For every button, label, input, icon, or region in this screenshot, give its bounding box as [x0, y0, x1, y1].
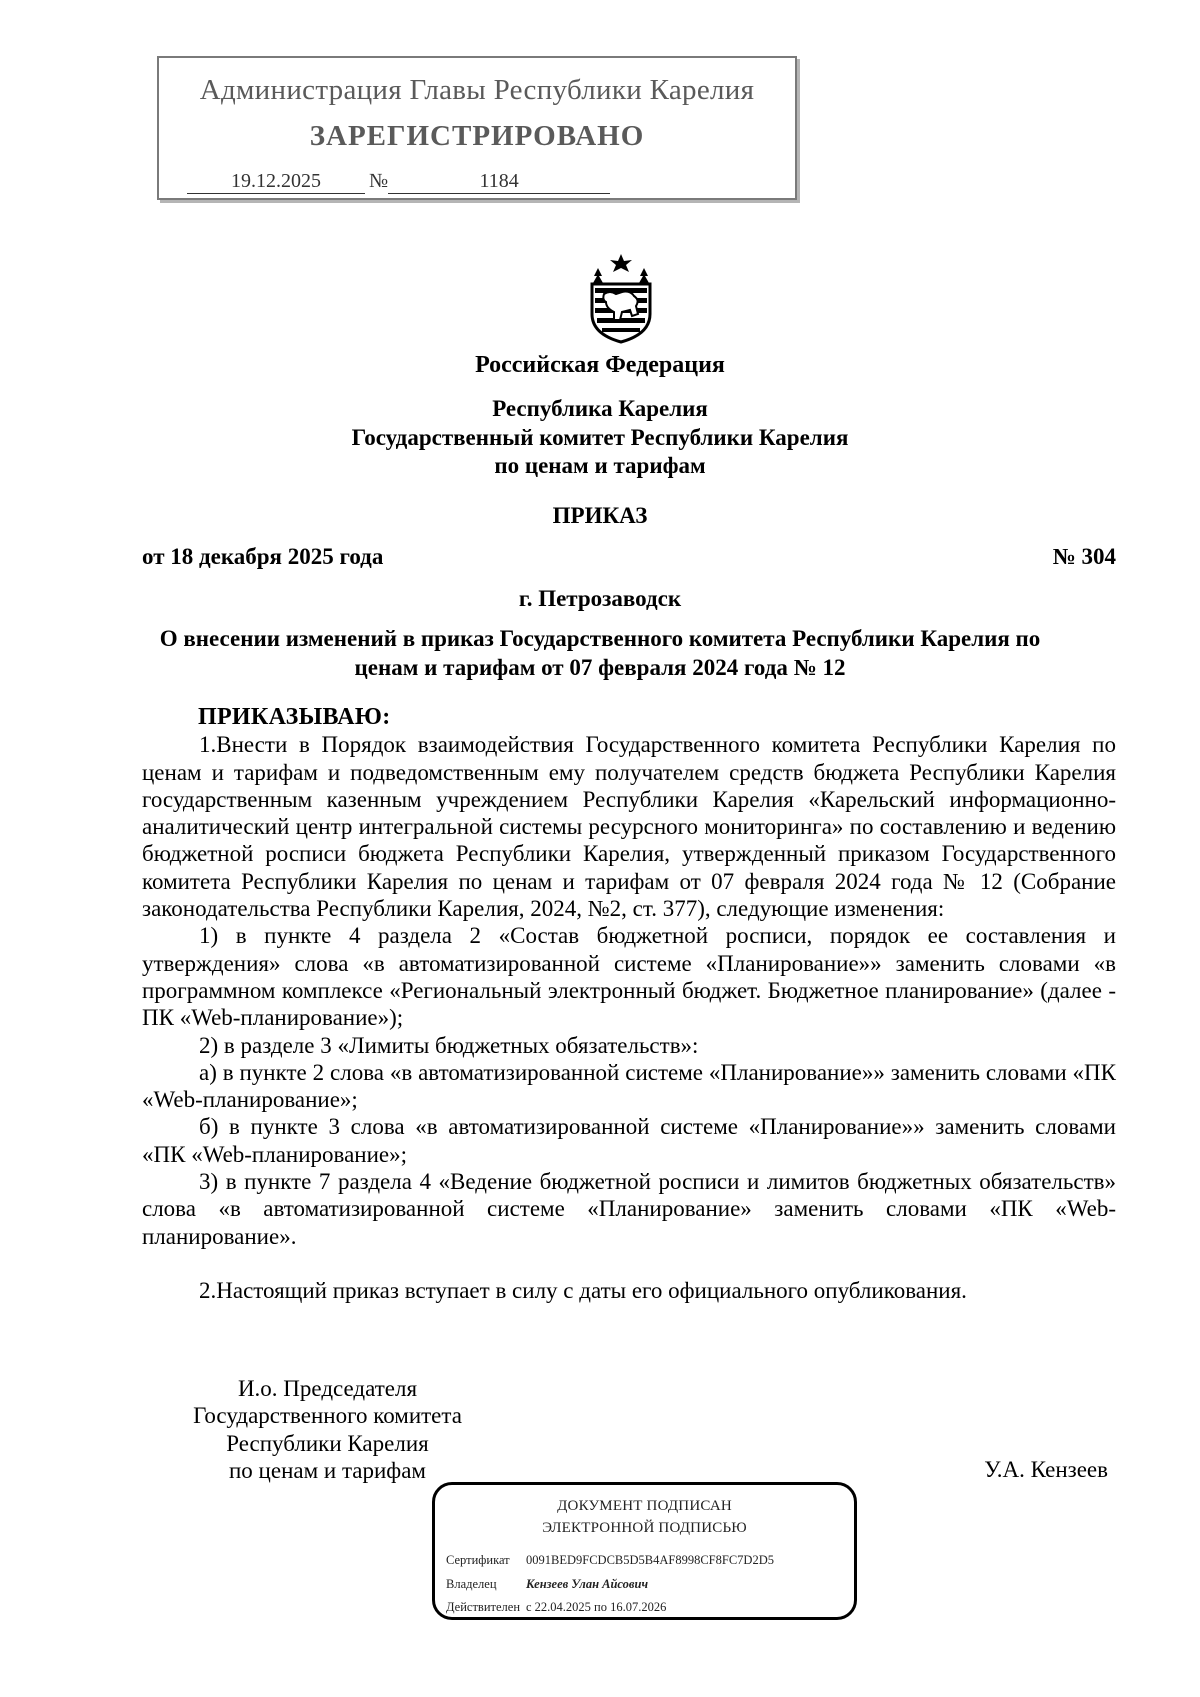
esign-owner-label: Владелец	[446, 1577, 497, 1591]
electronic-signature-stamp	[432, 1482, 857, 1620]
signatory-line1: И.о. Председателя	[237, 1376, 418, 1401]
document-title-line2: ценам и тарифам от 07 февраля 2024 года № 12	[354, 655, 846, 680]
registration-details	[187, 170, 610, 194]
esign-valid-row	[446, 1600, 666, 1615]
esign-valid-value: с 22.04.2025 по 16.07.2026	[526, 1600, 667, 1614]
registration-number: 1184	[388, 170, 610, 194]
esign-owner-value: Кензеев Улан Айсович	[526, 1577, 649, 1591]
esign-owner-row	[446, 1577, 648, 1592]
paragraph-6: 3) в пункте 7 раздела 4 «Ведение бюджетной росписи и лимитов бюджетных обязательств» слова «в автоматизированной системе «Планирование» заменить словами «ПК «Web-планирование».	[142, 1169, 1116, 1249]
esign-valid-label: Действителен	[446, 1600, 521, 1614]
order-city: г. Петрозаводск	[518, 586, 682, 611]
paragraph-1: 1.Внести в Порядок взаимодействия Государственного комитета Республики Карелия по ценам и тарифам и подведомственным ему получателем средств бюджета Республики Карелия государственным казенным учреждением Республики Карелия «Карельский информационно-аналитический центр интегральной системы ресурсного мониторинга» по составлению и ведению бюджетной росписи бюджета Республики Карелия, утвержденный приказом Государственного комитета Республики Карелия по ценам и тарифам от 07 февраля 2024 года № 12 (Собрание законодательства Республики Карелия, 2024, №2, ст. 377), следующие изменения:	[142, 732, 1116, 922]
paragraph-7: 2.Настоящий приказ вступает в силу с даты его официального опубликования.	[199, 1277, 967, 1303]
order-date: от 18 декабря 2025 года	[142, 544, 384, 569]
header-region: Республика Карелия	[492, 396, 708, 421]
document-body	[142, 704, 1116, 1304]
esign-cert-value: 0091BED9FCDCB5D5B4AF8998CF8FC7D2D5	[526, 1553, 774, 1567]
esign-cert-label: Сертификат	[446, 1553, 510, 1567]
esign-title	[435, 1495, 854, 1539]
document-type: ПРИКАЗ	[552, 503, 648, 528]
registration-number-label: №	[369, 170, 389, 192]
esign-certificate-row	[446, 1553, 774, 1568]
paragraph-5: б) в пункте 3 слова «в автоматизированной системе «Планирование»» заменить словами «ПК «Web-планирование»;	[142, 1114, 1116, 1167]
order-number: № 304	[1052, 544, 1116, 569]
paragraph-2: 1) в пункте 4 раздела 2 «Состав бюджетной росписи, порядок ее составления и утверждения» слова «в автоматизированной системе «Планирование»» заменить словами «в программном комплексе «Региональный электронный бюджет. Бюджетное планирование» (далее - ПК «Web-планирование»);	[142, 923, 1116, 1031]
document-title-line1: О внесении изменений в приказ Государственного комитета Республики Карелия по	[159, 626, 1041, 651]
registration-org: Администрация Главы Республики Карелия	[199, 74, 755, 106]
registration-date: 19.12.2025	[187, 170, 365, 194]
signatory-title	[160, 1375, 495, 1484]
coat-of-arms-icon	[586, 254, 656, 344]
registration-status: ЗАРЕГИСТРИРОВАНО	[309, 120, 645, 152]
signatory-name: У.А. Кензеев	[984, 1457, 1108, 1482]
signatory-line3: Республики Карелия	[226, 1430, 429, 1456]
paragraph-4: а) в пункте 2 слова «в автоматизированной системе «Планирование»» заменить словами «ПК «Web-планирование»;	[142, 1059, 1116, 1113]
orders-label: ПРИКАЗЫВАЮ:	[198, 704, 391, 730]
header-committee-suffix: по ценам и тарифам	[494, 453, 706, 478]
header-committee: Государственный комитет Республики Карелия	[351, 425, 849, 450]
esign-title-line1: ДОКУМЕНТ ПОДПИСАН	[557, 1498, 732, 1514]
signatory-line4: по ценам и тарифам	[229, 1457, 426, 1483]
paragraph-3: 2) в разделе 3 «Лимиты бюджетных обязательств»:	[199, 1032, 699, 1058]
registration-stamp	[157, 56, 797, 200]
signatory-line2: Государственного комитета	[193, 1403, 462, 1429]
header-country: Российская Федерация	[475, 352, 725, 378]
esign-title-line2: ЭЛЕКТРОННОЙ ПОДПИСЬЮ	[542, 1520, 747, 1536]
